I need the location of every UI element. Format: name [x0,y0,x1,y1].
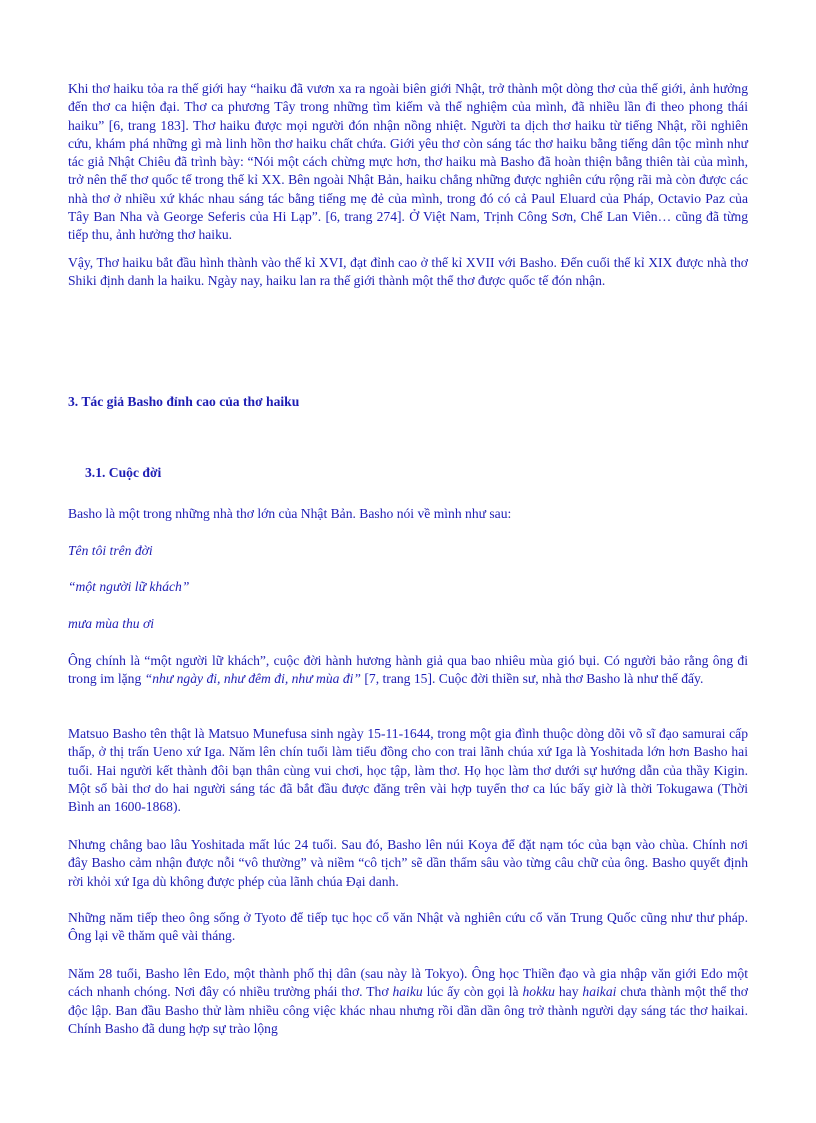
poem-line-3: mưa mùa thu ơi [68,616,155,631]
paragraph-edo-text-4: chưa thành một thể thơ độc lập. Ban đầu Basho thử làm nhiều công việc khác nhau nhưng rồi dần dần ông trở thành người dạy sáng tác thơ haikai. Chính Basho đã dung hợp sự trào lộng [68,984,748,1036]
paragraph-traveler [68,652,748,689]
poem-line-1: Tên tôi trên đời [68,543,153,558]
section-heading-3: 3. Tác giả Basho đỉnh cao của thơ haiku [68,394,300,409]
paragraph-basho-intro: Basho là một trong những nhà thơ lớn của Nhật Bản. Basho nói về mình như sau: [68,506,512,521]
paragraph-haiku-summary: Vậy, Thơ haiku bắt đầu hình thành vào thế kỉ XVI, đạt đỉnh cao ở thế kỉ XVII với Basho. Đến cuối thế kỉ XIX được nhà thơ Shiki định danh la haiku. Ngày nay, haiku lan ra thế giới thành một thể thơ được quốc tế đón nhận. [68,255,748,289]
term-hokku: hokku [522,984,555,1000]
paragraph-edo [68,965,748,1038]
paragraph-haiku-world: Khi thơ haiku tỏa ra thế giới hay “haiku đã vươn xa ra ngoài biên giới Nhật, trở thành một dòng thơ của thế giới, ảnh hưởng đến thơ ca hiện đại. Thơ ca phương Tây trong những tìm kiếm và thể nghiệm của mình, đã nhiều lần đi theo phong thái haiku” [6, trang 183]. Thơ haiku được mọi người đón nhận nồng nhiệt. Người ta dịch thơ haiku từ tiếng Nhật, rồi nghiên cứu, khám phá những gì mà linh hồn thơ haiku chất chứa. Giới yêu thơ còn sáng tác thơ haiku bằng tiếng dân tộc mình như tác giả Nhật Chiêu đã trình bày: “Nói một cách chừng mực hơn, thơ haiku mà Basho đã hoàn thiện bằng thiên tài của mình, trở nên thể thơ quốc tế trong thế kỉ XX. Bên ngoài Nhật Bản, haiku chẳng những được nghiên cứu rộng rãi mà còn được các nhà thơ ở nhiều xứ khác nhau sáng tác bằng tiếng mẹ đẻ của mình, trong đó có cả Paul Eluard của Pháp, Octavio Paz của Tây Ban Nha và George Seferis của Hi Lạp”. [6, trang 274]. Ở Việt Nam, Trịnh Công Sơn, Chế Lan Viên… cũng đã từng tiếp thu, ảnh hưởng thơ haiku. [68,81,748,243]
term-haiku: haiku [392,984,423,1000]
paragraph-edo-text-3: hay [554,984,583,1000]
paragraph-traveler-text-1: Ông chính là “một người lữ khách”, cuộc đời hành hương hành giả qua bao nhiêu mùa gió bụi. Có người bảo rằng ông đi trong im lặng [68,653,748,687]
traveler-quote: “như ngày đi, như đêm đi, như mùa đi” [144,671,361,687]
paragraph-yoshitada: Nhưng chẳng bao lâu Yoshitada mất lúc 24 tuổi. Sau đó, Basho lên núi Koya để đặt nạm tóc của bạn vào chùa. Chính nơi đây Basho cảm nhận được nỗi “vô thường” và niềm “cô tịch” sẽ dần thấm sâu vào từng câu chữ của ông. Basho quyết định rời khỏi xứ Iga dù không được phép của lãnh chúa Đại danh. [68,837,748,889]
paragraph-edo-text-2: lúc ấy còn gọi là [422,984,523,1000]
term-haikai: haikai [582,984,617,1000]
paragraph-birth: Matsuo Basho tên thật là Matsuo Munefusa sinh ngày 15-11-1644, trong một gia đình thuộc dòng dõi võ sĩ đạo samurai cấp thấp, ở thị trấn Ueno xứ Iga. Năm lên chín tuổi làm tiểu đồng cho con trai lãnh chúa xứ Iga là Yoshitada lớn hơn Basho hai tuổi. Hai người kết thành đôi bạn thân cùng vui chơi, học tập, làm thơ. Họ học làm thơ dưới sự hướng dẫn của thầy Kigin. Một số bài thơ do hai người sáng tác đã bắt đầu được đăng trên vài hợp tuyển thơ ca lúc bấy giờ là thời Tokugawa (Thời Bình an 1600-1868). [68,726,748,815]
subsection-heading-3-1: 3.1. Cuộc đời [85,465,162,480]
paragraph-kyoto: Những năm tiếp theo ông sống ở Tyoto để tiếp tục học cổ văn Nhật và nghiên cứu cổ văn Trung Quốc cũng như thư pháp. Ông lại về thăm quê vài tháng. [68,910,748,944]
paragraph-edo-text-1: Năm 28 tuổi, Basho lên Edo, một thành phố thị dân (sau này là Tokyo). Ông học Thiền đạo và gia nhập văn giới Edo một cách nhanh chóng. Nơi đây có nhiều trường phái thơ. Thơ [68,966,748,1000]
poem-line-2: “một người lữ khách” [68,579,190,594]
paragraph-traveler-text-2: [7, trang 15]. Cuộc đời thiền sư, nhà thơ Basho là như thế đấy. [361,671,704,687]
